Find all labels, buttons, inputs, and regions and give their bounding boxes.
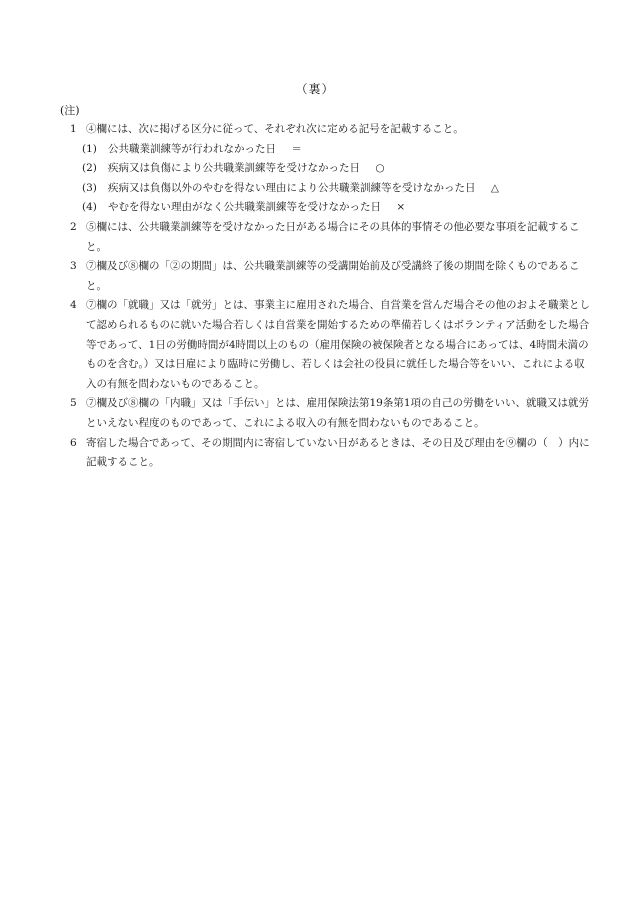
note-number: 4 [70,299,77,312]
note-number: 6 [70,436,77,449]
sub-item-text: 疾病又は負傷により公共職業訓練等を受けなかった日 [108,162,360,175]
note-text: ④欄には、次に掲げる区分に従って、それぞれ次に定める記号を記載すること。 [86,123,464,135]
note-number: 1 [70,123,77,135]
sub-item-number: (2) [82,162,97,175]
sub-item-number: (3) [82,181,97,194]
note-4 [60,296,590,394]
note-number: 3 [70,260,77,273]
note-text: ⑦欄の「就職」又は「就労」とは、事業主に雇用された場合、自営業を営んだ場合その他のおよそ職業として認められるものに就いた場合若しくは自営業を開始するための準備若しくはボランティア活動をした場合等であって、1日の労働時間が4時間以上のもの（雇用保険の被保険者となる場合にあっては、4時間未満のものを含む。）又は日雇により臨時に労働し、若しくは会社の役員に就任した場合等をいい、これによる収入の有無を問わないものであること。 [86,299,590,390]
note-text: ⑤欄には、公共職業訓練等を受けなかった日がある場合にその具体的事情その他必要な事項を記載すること。 [86,220,580,253]
sub-item-number: (1) [82,142,97,155]
note-number: 5 [70,397,77,410]
sub-item-symbol: × [396,201,406,214]
note-3 [60,257,590,296]
note-1 [60,120,590,140]
notes-list [60,120,590,473]
sub-item-3 [60,179,590,199]
note-text: ⑦欄及び⑧欄の「内職」又は「手伝い」とは、雇用保険法第19条第1項の自己の労働をいい、就職又は就労といえない程度のものであって、これによる収入の有無を問わないものであること。 [86,397,590,429]
note-number: 2 [70,220,77,233]
sub-item-2 [60,159,590,179]
page-title: （裏） [295,82,335,96]
sub-item-text: 疾病又は負傷以外のやむを得ない理由により公共職業訓練等を受けなかった日 [108,181,476,194]
sub-item-symbol: ＝ [291,142,302,155]
note-text: 寄宿した場合であって、その期間内に寄宿していない日があるときは、その日及び理由を⑨欄の（ ）内に記載すること。 [86,436,590,469]
sub-item-number: (4) [82,201,97,214]
note-5 [60,394,590,433]
note-6 [60,434,590,473]
note-2 [60,218,590,257]
sub-item-4 [60,198,590,218]
sub-item-symbol: △ [490,181,499,194]
note-1-sub-list [60,140,590,218]
sub-item-text: やむを得ない理由がなく公共職業訓練等を受けなかった日 [108,201,381,214]
sub-item-1 [60,140,590,160]
sub-item-text: 公共職業訓練等が行われなかった日 [108,142,276,155]
note-text: ⑦欄及び⑧欄の「②の期間」は、公共職業訓練等の受講開始前及び受講終了後の期間を除くものであること。 [86,260,580,292]
notes-label: (注) [60,104,80,117]
sub-item-symbol: ○ [375,162,385,175]
